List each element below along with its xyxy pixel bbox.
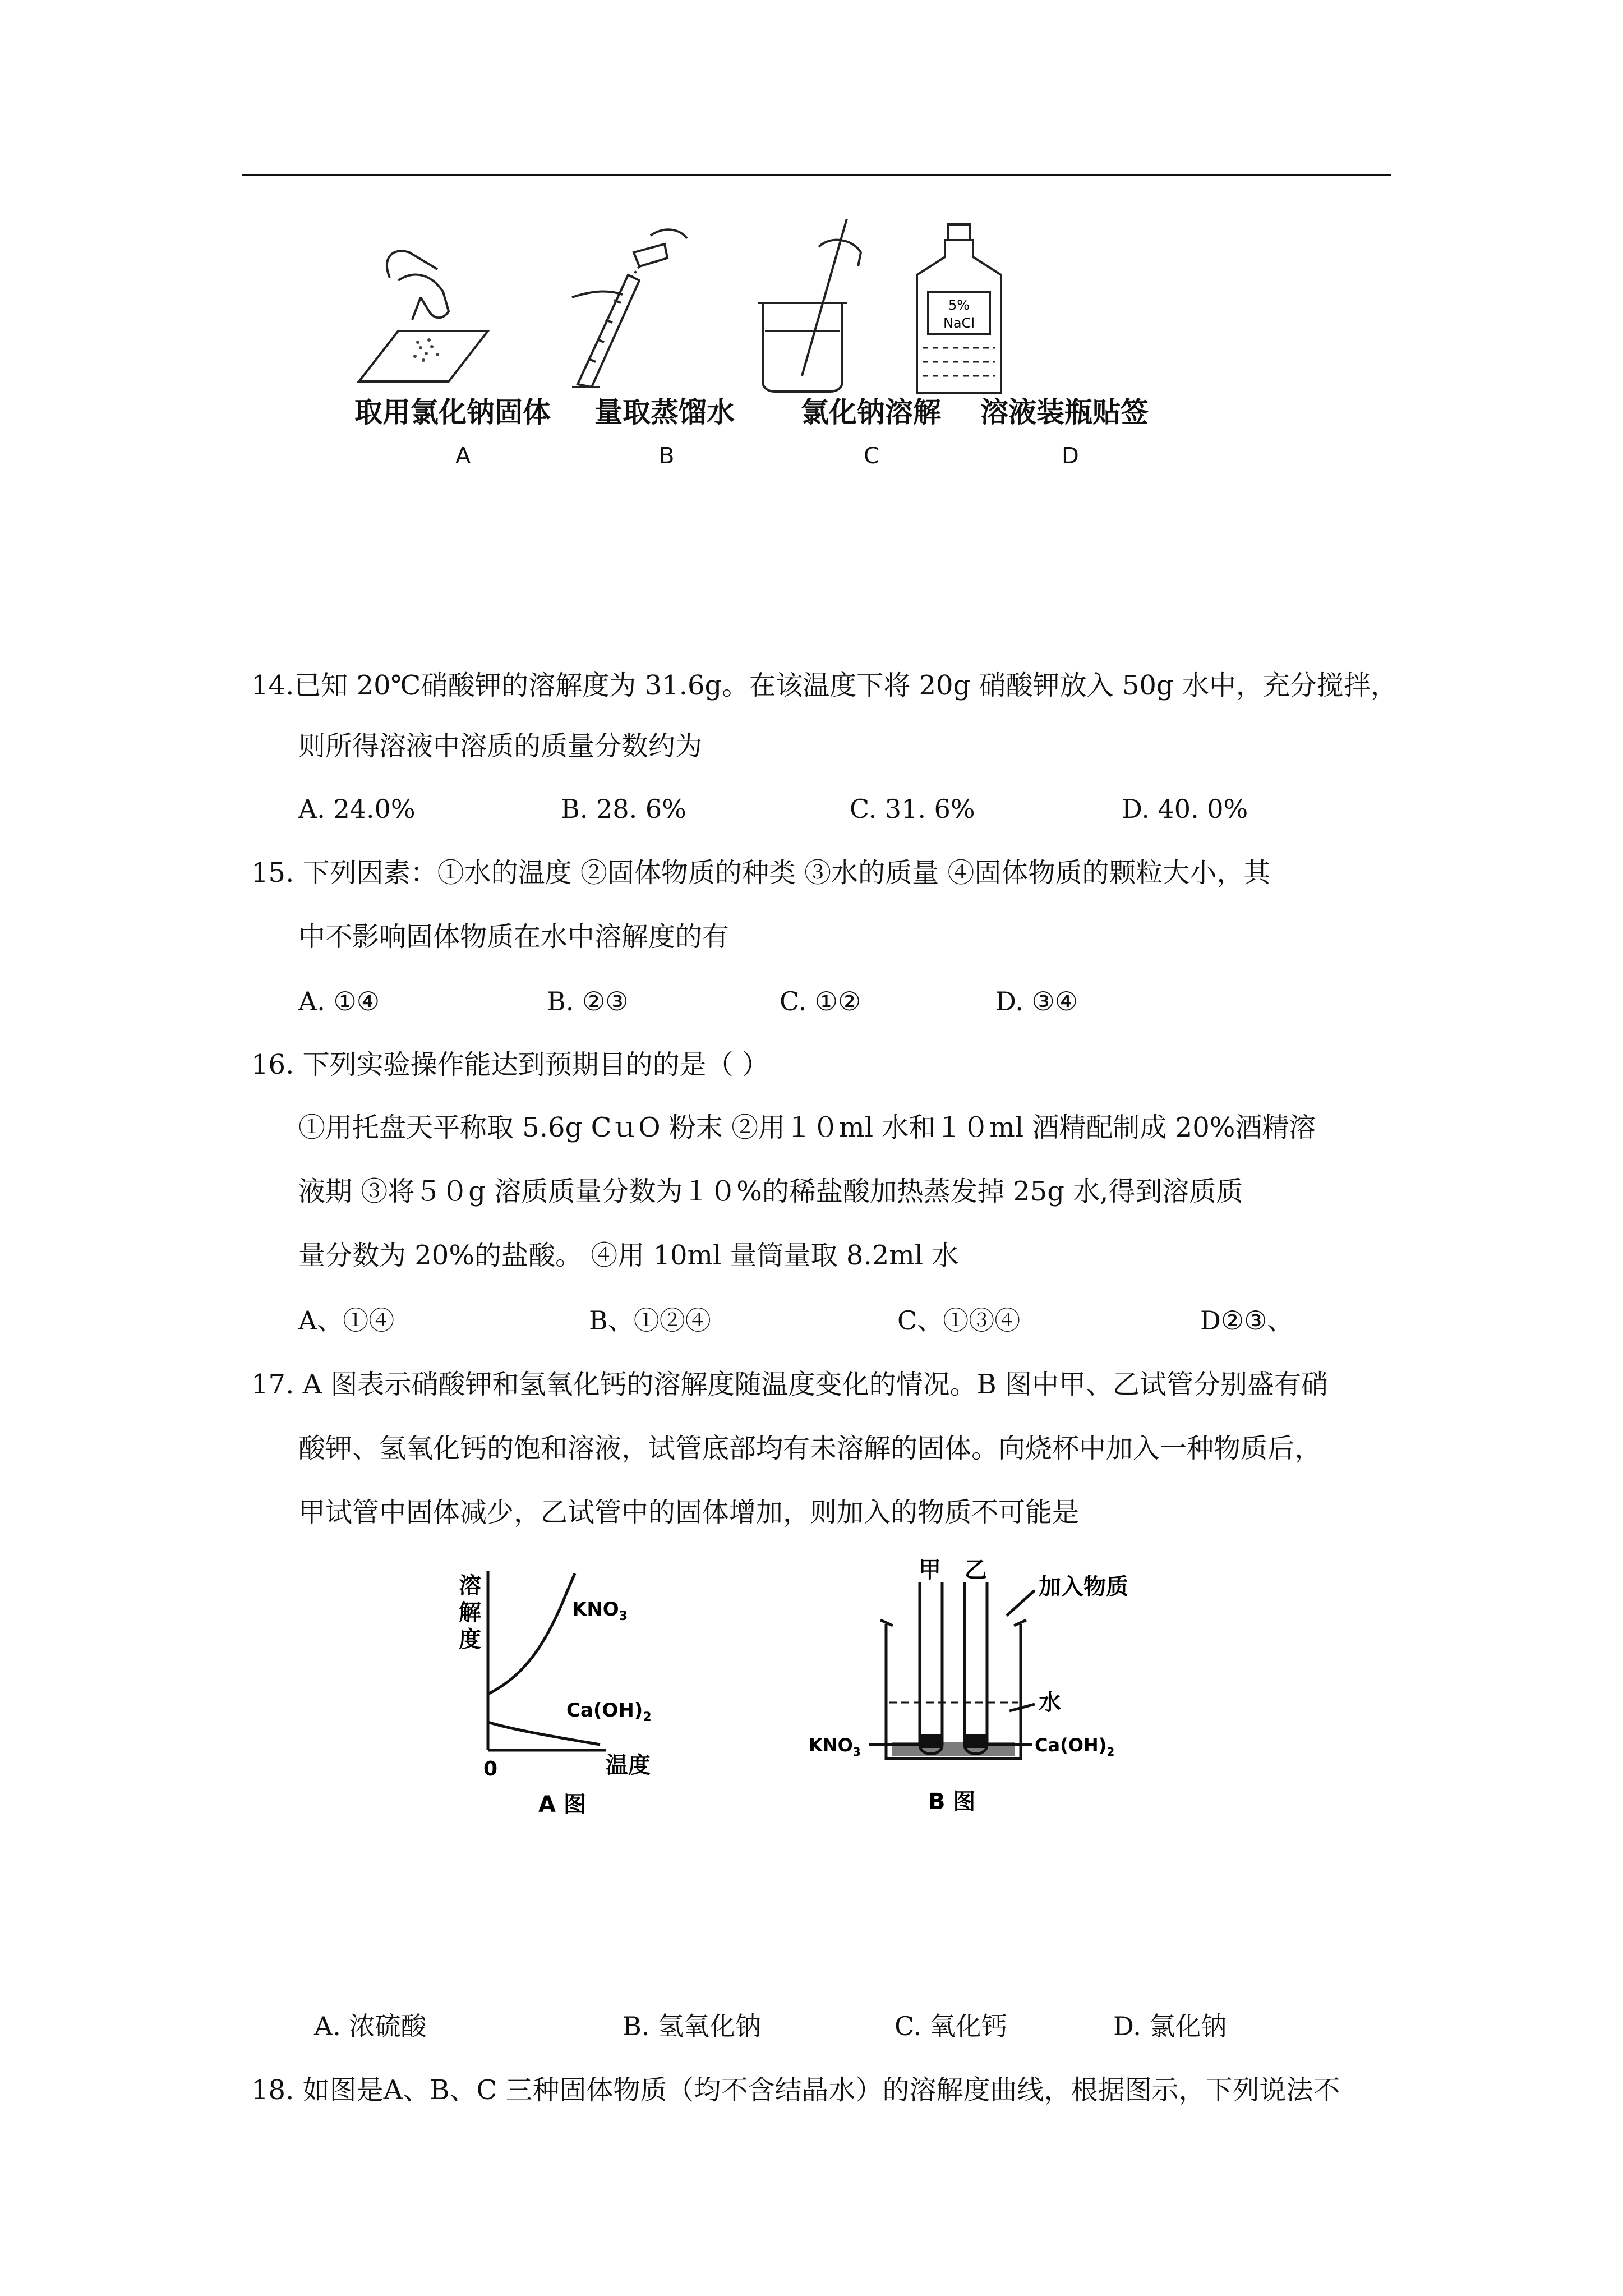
question-16-stem-line3: 液期 ③将５０g 溶质质量分数为１０%的稀盐酸加热蒸发掉 25g 水,得到溶质质 bbox=[298, 1176, 1243, 1207]
figure-a-solubility-graph bbox=[437, 1559, 774, 1829]
figure-a-kno3-curve bbox=[488, 1573, 575, 1694]
question-14-stem-line1: 14.已知 20℃硝酸钾的溶解度为 31.6g。在该温度下将 20g 硝酸钾放入 50g 水中，充分搅拌， bbox=[251, 670, 1398, 701]
question-17-stem-line3: 甲试管中固体减少，乙试管中的固体增加，则加入的物质不可能是 bbox=[298, 1497, 1080, 1528]
question-18-stem-line1: 18. 如图是A、B、C 三种固体物质（均不含结晶水）的溶解度曲线，根据图示，下列说法不 bbox=[251, 2074, 1340, 2106]
panel-c-illustration bbox=[758, 219, 861, 392]
figure-b-tube-yi bbox=[965, 1582, 987, 1754]
header-rule bbox=[242, 174, 1391, 176]
panel-a-illustration bbox=[359, 251, 488, 381]
question-17-stem-line1: 17. A 图表示硝酸钾和氢氧化钙的溶解度随温度变化的情况。B 图中甲、乙试管分别盛有硝 bbox=[251, 1369, 1329, 1400]
panel-d-letter: D bbox=[1062, 443, 1079, 469]
question-17-option-c[interactable]: C. 氧化钙 bbox=[895, 2011, 1007, 2041]
figure-a-kno3-label: $KNO_3$ bbox=[572, 1598, 628, 1623]
figure-b-label-yi: 乙 bbox=[965, 1559, 987, 1583]
figure-a-origin: 0 bbox=[483, 1757, 498, 1780]
question-16-option-c[interactable]: C、①③④ bbox=[897, 1305, 1021, 1336]
panel-a-letter: A bbox=[455, 443, 471, 469]
figure-a-ylabel-3: 度 bbox=[459, 1627, 481, 1653]
panel-d-caption: 溶液装瓶贴签 bbox=[980, 396, 1149, 429]
figure-a-caption: A 图 bbox=[538, 1792, 586, 1818]
question-16-option-b[interactable]: B、①②④ bbox=[589, 1305, 711, 1336]
question-15-stem-line1: 15. 下列因素：①水的温度 ②固体物质的种类 ③水的质量 ④固体物质的颗粒大小，其 bbox=[251, 857, 1271, 889]
figure-b-tube-jia bbox=[920, 1582, 942, 1754]
bottle-label-concentration: 5% bbox=[948, 297, 970, 313]
panel-c-letter: C bbox=[864, 443, 879, 469]
figure-b-label-caoh2: $Ca(OH)_2$ bbox=[1035, 1734, 1115, 1759]
question-16-option-a[interactable]: A、①④ bbox=[298, 1305, 395, 1336]
question-14-stem-line2: 则所得溶液中溶质的质量分数约为 bbox=[298, 730, 703, 762]
question-14-option-c[interactable]: C. 31. 6% bbox=[850, 794, 975, 824]
figure-b-caption: B 图 bbox=[928, 1789, 976, 1815]
question-15-option-a[interactable]: A. ①④ bbox=[298, 986, 380, 1016]
panel-a-caption: 取用氯化钠固体 bbox=[354, 396, 551, 429]
question-16-option-d[interactable]: D②③、 bbox=[1200, 1305, 1293, 1336]
question-15-option-d[interactable]: D. ③④ bbox=[995, 986, 1078, 1016]
figure-b-label-kno3: $KNO_3$ bbox=[809, 1734, 861, 1759]
question-16-stem-line1: 16. 下列实验操作能达到预期目的的是（ ） bbox=[251, 1049, 769, 1080]
question-14-option-b[interactable]: B. 28. 6% bbox=[561, 794, 686, 824]
figure-a-xlabel: 温度 bbox=[606, 1752, 651, 1778]
experiment-illustrations bbox=[336, 213, 1178, 415]
question-16-stem-line4: 量分数为 20%的盐酸。 ④用 10ml 量筒量取 8.2ml 水 bbox=[298, 1240, 959, 1271]
figure-b-label-added: 加入物质 bbox=[1039, 1574, 1128, 1600]
question-17-stem-line2: 酸钾、氢氧化钙的饱和溶液，试管底部均有未溶解的固体。向烧杯中加入一种物质后， bbox=[298, 1433, 1322, 1464]
figure-a-caoh2-curve bbox=[488, 1722, 600, 1745]
figure-b-beaker-diagram bbox=[796, 1559, 1234, 1829]
bottle-label-formula: NaCl bbox=[943, 315, 975, 331]
question-14-option-d[interactable]: D. 40. 0% bbox=[1122, 794, 1248, 824]
question-16-stem-line2: ①用托盘天平称取 5.6g CｕO 粉末 ②用１０ml 水和１０ml 酒精配制成 20%酒精溶 bbox=[298, 1112, 1316, 1143]
figure-a-ylabel-1: 溶 bbox=[459, 1573, 481, 1599]
question-15-stem-line2: 中不影响固体物质在水中溶解度的有 bbox=[298, 921, 730, 953]
question-15-option-c[interactable]: C. ①② bbox=[780, 986, 861, 1016]
question-17-option-d[interactable]: D. 氯化钠 bbox=[1113, 2011, 1227, 2041]
figure-b-label-water: 水 bbox=[1039, 1690, 1061, 1715]
panel-b-letter: B bbox=[659, 443, 675, 469]
question-17-option-b[interactable]: B. 氢氧化钠 bbox=[623, 2011, 762, 2041]
panel-c-caption: 氯化钠溶解 bbox=[801, 396, 941, 429]
figure-b-beaker bbox=[886, 1624, 1021, 1759]
question-15-option-b[interactable]: B. ②③ bbox=[547, 986, 629, 1016]
figure-a-caoh2-label: $Ca(OH)_2$ bbox=[566, 1699, 652, 1724]
figure-a-ylabel-2: 解 bbox=[459, 1600, 481, 1626]
panel-b-caption: 量取蒸馏水 bbox=[594, 396, 735, 429]
figure-b-label-jia: 甲 bbox=[919, 1559, 941, 1583]
question-17-option-a[interactable]: A. 浓硫酸 bbox=[314, 2011, 427, 2041]
panel-b-illustration bbox=[572, 229, 687, 387]
question-14-option-a[interactable]: A. 24.0% bbox=[298, 794, 416, 824]
